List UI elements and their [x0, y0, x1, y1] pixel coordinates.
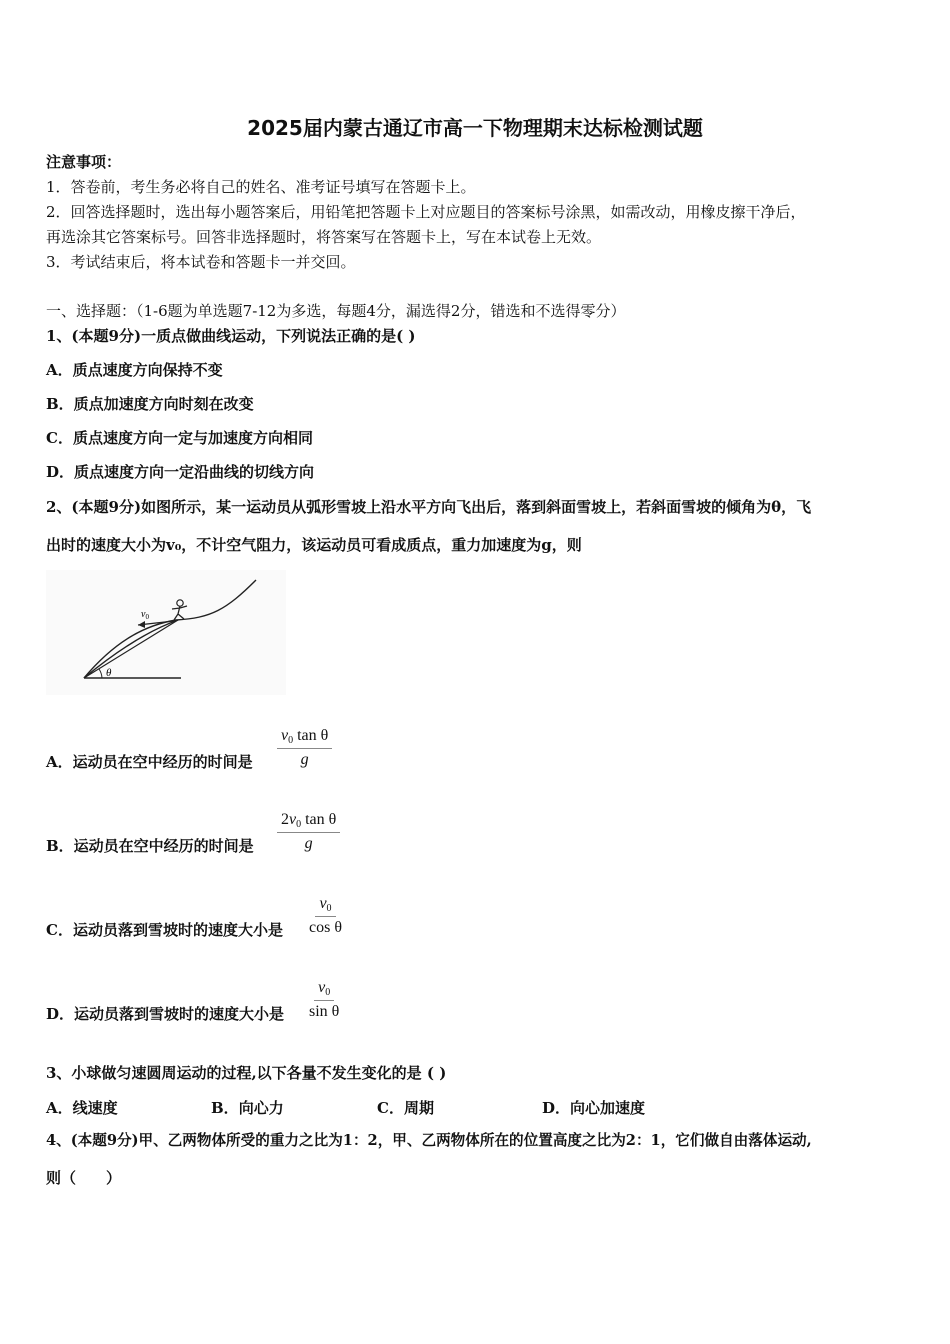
question-4-stem-line1: 4、(本题9分)甲、乙两物体所受的重力之比为1：2，甲、乙两物体所在的位置高度之比为2：1，它们做自由落体运动,	[46, 1132, 812, 1149]
q3-option-d: D．向心加速度	[542, 1099, 646, 1117]
q1-option-d: D．质点速度方向一定沿曲线的切线方向	[46, 463, 315, 481]
notice-item: 1．答卷前，考生务必将自己的姓名、准考证号填写在答题卡上。	[46, 178, 476, 196]
q1-option-c: C．质点速度方向一定与加速度方向相同	[46, 429, 313, 447]
q2-option-d-label: D．运动员落到雪坡时的速度大小是	[46, 1005, 285, 1023]
question-3-stem: 3、小球做匀速圆周运动的过程,以下各量不发生变化的是 ( )	[46, 1064, 447, 1082]
q2-option-c-label: C．运动员落到雪坡时的速度大小是	[46, 921, 283, 939]
angle-label: θ	[106, 667, 112, 679]
q3-option-b: B．向心力	[211, 1099, 284, 1117]
q1-option-a: A．质点速度方向保持不变	[46, 361, 223, 379]
ski-slope-figure	[46, 570, 286, 695]
notice-item: 再选涂其它答案标号。回答非选择题时，将答案写在答题卡上，写在本试卷上无效。	[46, 228, 602, 246]
q2-option-b-formula: $\frac{2v_0 \tan \theta}{g}$	[277, 811, 340, 853]
question-4-stem-line2: 则（ ）	[46, 1169, 122, 1187]
page-title: 2025届内蒙古通辽市高一下物理期末达标检测试题	[247, 116, 703, 140]
q2-option-c-formula: $\frac{v_0}{\text{cos θ}}$	[309, 895, 342, 936]
question-2-stem-line2: 出时的速度大小为v₀，不计空气阻力，该运动员可看成质点，重力加速度为g，则	[46, 536, 582, 554]
question-1-stem: 1、(本题9分)一质点做曲线运动，下列说法正确的是( )	[46, 327, 416, 345]
notice-item: 2．回答选择题时，选出每小题答案后，用铅笔把答题卡上对应题目的答案标号涂黑，如需改动，用橡皮擦干净后，	[46, 203, 806, 221]
section-heading: 一、选择题：（1-6题为单选题7-12为多选，每题4分，漏选得2分，错选和不选得零分）	[46, 302, 626, 320]
q2-option-d-formula: $\frac{v_0}{\text{sin θ}}$	[309, 979, 340, 1020]
q1-option-b: B．质点加速度方向时刻在改变	[46, 395, 254, 413]
notice-item: 3．考试结束后，将本试卷和答题卡一并交回。	[46, 253, 356, 271]
q2-option-a-label: A．运动员在空中经历的时间是	[46, 753, 253, 771]
question-2-stem-line1: 2、(本题9分)如图所示，某一运动员从弧形雪坡上沿水平方向飞出后，落到斜面雪坡上，若斜面雪坡的倾角为θ，飞	[46, 498, 812, 516]
q2-option-b-label: B．运动员在空中经历的时间是	[46, 837, 254, 855]
q3-option-c: C．周期	[377, 1099, 434, 1117]
velocity-label: $v_0$	[141, 609, 149, 621]
q2-option-a-formula: $\frac{v_0 \tan \theta}{g}$	[277, 727, 332, 769]
notice-heading: 注意事项：	[46, 153, 122, 171]
q3-option-a: A．线速度	[46, 1099, 118, 1117]
